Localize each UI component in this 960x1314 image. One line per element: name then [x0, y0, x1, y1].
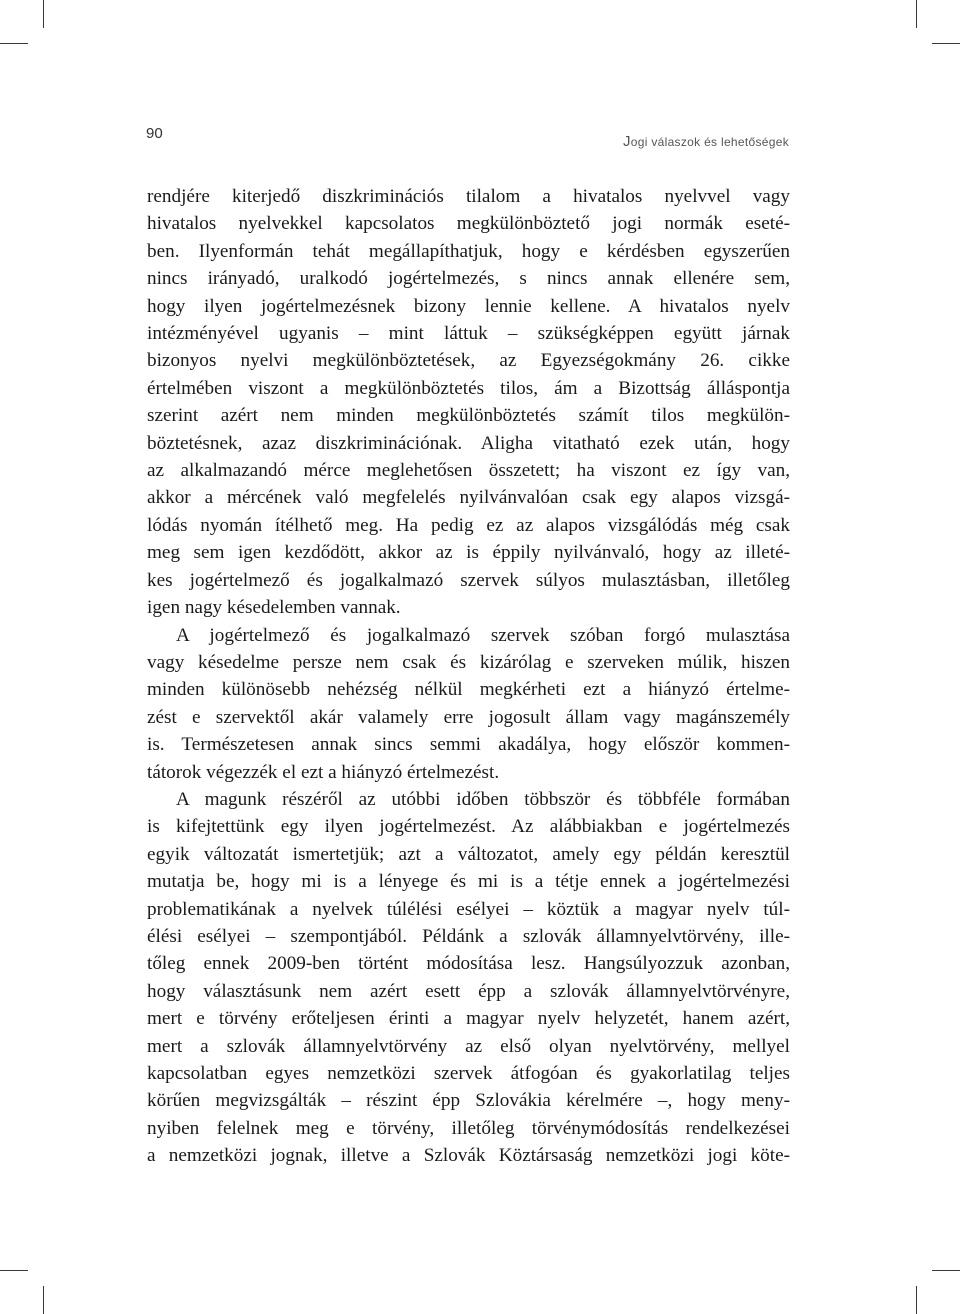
- text-line: az alkalmazandó mérce meglehetősen összetett; ha viszont ez így van,: [147, 460, 790, 482]
- crop-mark-top-left-h: [0, 43, 28, 44]
- crop-mark-top-right: [916, 0, 917, 28]
- text-line: ben. Ilyenformán tehát megállapíthatjuk, hogy e kérdésben egyszerűen: [147, 240, 790, 262]
- text-line: mert a szlovák államnyelvtörvény az első olyan nyelvtörvény, mellyel: [147, 1035, 790, 1057]
- page-number: 90: [146, 125, 163, 142]
- text-line: böztetésnek, azaz diszkriminációnak. Aligha vitatható ezek után, hogy: [147, 432, 790, 454]
- text-line: vagy késedelme persze nem csak és kizárólag e szerveken múlik, hiszen: [147, 651, 790, 673]
- text-line: akkor a mércének való megfelelés nyilvánvalóan csak egy alapos vizsgá-: [147, 487, 790, 509]
- text-line: tátorok végezzék el ezt a hiányzó értelmezést.: [147, 761, 500, 783]
- text-line: élési esélyei – szempontjából. Példánk a szlovák államnyelvtörvény, ille-: [147, 925, 790, 947]
- text-line: is kifejtettünk egy ilyen jogértelmezést. Az alábbiakban e jogértelmezés: [147, 816, 790, 838]
- text-line: igen nagy késedelemben vannak.: [147, 597, 401, 619]
- crop-mark-bottom-left-h: [0, 1270, 28, 1271]
- text-line: szerint azért nem minden megkülönböztetés számít tilos megkülön-: [147, 405, 790, 427]
- text-line: nincs irányadó, uralkodó jogértelmezés, s nincs annak ellenére sem,: [147, 268, 790, 290]
- text-line: minden különösebb nehézség nélkül megkérheti ezt a hiányzó értelme-: [147, 679, 790, 701]
- text-line: a nemzetközi jognak, illetve a Szlovák Köztársaság nemzetközi jogi köte-: [147, 1145, 790, 1167]
- text-line: nyiben felelnek meg e törvény, illetőleg törvénymódosítás rendelkezései: [147, 1117, 790, 1139]
- text-line: rendjére kiterjedő diszkriminációs tilalom a hivatalos nyelvvel vagy: [147, 186, 790, 207]
- text-line: mutatja be, hogy mi is a lényege és mi is a tétje ennek a jogértelmezési: [147, 871, 790, 893]
- crop-mark-bottom-right: [916, 1286, 917, 1314]
- crop-mark-top-right-h: [932, 43, 960, 44]
- text-line: mert e törvény erőteljesen érinti a magyar nyelv helyzetét, hanem azért,: [147, 1008, 790, 1030]
- running-head-initial: J: [622, 133, 631, 150]
- crop-mark-top-left: [43, 0, 44, 28]
- crop-mark-bottom-left: [43, 1286, 44, 1314]
- text-line: is. Természetesen annak sincs semmi akadálya, hogy először kommen-: [147, 734, 790, 756]
- running-head: [623, 133, 789, 150]
- text-line: kapcsolatban egyes nemzetközi szervek átfogóan és gyakorlatilag teljes: [147, 1063, 790, 1084]
- body-text: [147, 183, 790, 1170]
- text-line: hivatalos nyelvekkel kapcsolatos megkülönböztető jogi normák eseté-: [147, 213, 790, 235]
- text-line: körűen megvizsgálták – részint épp Szlovákia kérelmére –, hogy meny-: [147, 1090, 790, 1112]
- text-line: meg sem igen kezdődött, akkor az is éppily nyilvánvaló, hogy az illeté-: [147, 542, 790, 564]
- text-line: értelmében viszont a megkülönböztetés tilos, ám a Bizottság álláspontja: [147, 377, 790, 399]
- text-line: tőleg ennek 2009-ben történt módosítása lesz. Hangsúlyozzuk azonban,: [147, 953, 790, 975]
- text-line: hogy választásunk nem azért esett épp a szlovák államnyelvtörvényre,: [147, 980, 790, 1002]
- crop-mark-bottom-right-h: [932, 1270, 960, 1271]
- text-line: bizonyos nyelvi megkülönböztetések, az Egyezségokmány 26. cikke: [147, 350, 790, 372]
- text-line: A jogértelmező és jogalkalmazó szervek szóban forgó mulasztása: [176, 624, 790, 646]
- text-line: intézményével ugyanis – mint láttuk – szükségképpen együtt járnak: [147, 323, 790, 345]
- text-line: lódás nyomán ítélhető meg. Ha pedig ez az alapos vizsgálódás még csak: [147, 514, 790, 536]
- text-line: problematikának a nyelvek túlélési esélyei – köztük a magyar nyelv túl-: [147, 898, 790, 920]
- text-line: zést e szervektől akár valamely erre jogosult állam vagy magánszemély: [147, 706, 790, 728]
- running-head-rest: ogi válaszok és lehetőségek: [630, 135, 789, 149]
- text-line: A magunk részéről az utóbbi időben többször és többféle formában: [176, 788, 790, 810]
- text-line: hogy ilyen jogértelmezésnek bizony lennie kellene. A hivatalos nyelv: [147, 295, 790, 317]
- text-line: kes jogértelmező és jogalkalmazó szervek súlyos mulasztásban, illetőleg: [147, 569, 790, 591]
- text-line: egyik változatát ismertetjük; azt a változatot, amely egy példán keresztül: [147, 843, 790, 865]
